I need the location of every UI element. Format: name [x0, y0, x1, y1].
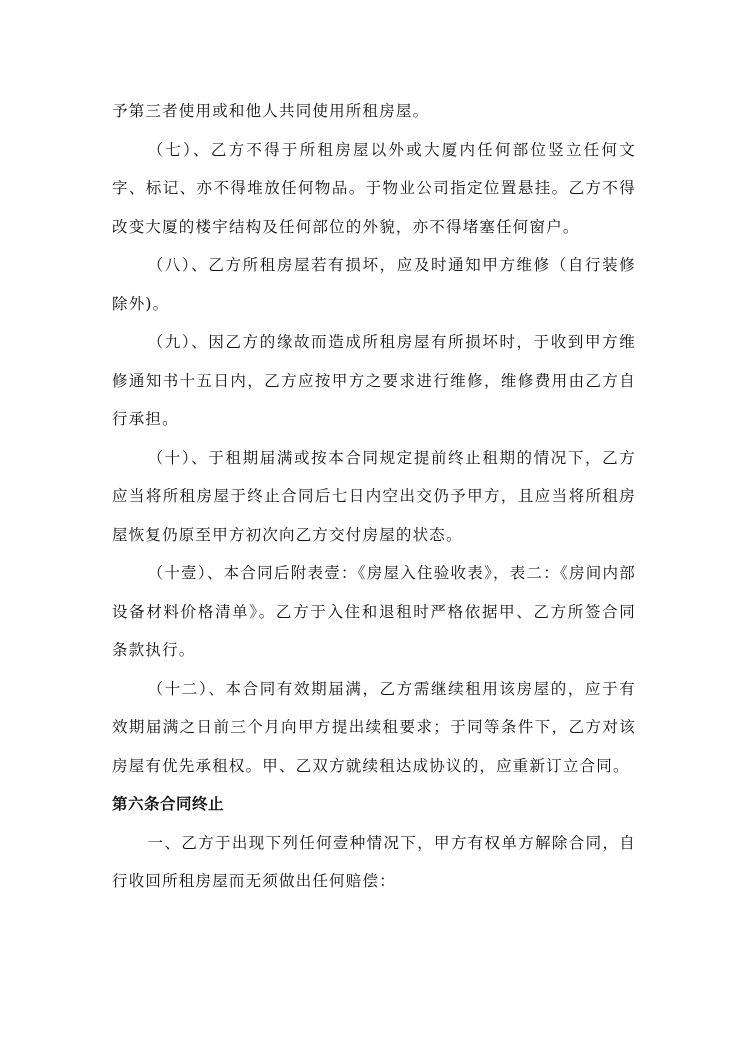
document-body: [112, 92, 636, 901]
paragraph-clause-8: （八）、乙方所租房屋若有损坏，应及时通知甲方维修（自行装修除外)。: [112, 256, 636, 313]
paragraph-clause-12: （十二）、本合同有效期届满，乙方需继续租用该房屋的，应于有效期届满之日前三个月向甲方提出续租要求；于同等条件下，乙方对该房屋有优先承租权。甲、乙双方就续租达成协议的，应重新订立合同。: [112, 679, 636, 775]
paragraph-clause-10: （十）、于租期届满或按本合同规定提前终止租期的情况下，乙方应当将所租房屋于终止合同后七日内空出交仍予甲方，且应当将所租房屋恢复仍原至甲方初次向乙方交付房屋的状态。: [112, 448, 636, 544]
paragraph-clause-7: （七）、乙方不得于所租房屋以外或大厦内任何部位竖立任何文字、标记、亦不得堆放任何物品。于物业公司指定位置悬挂。乙方不得改变大厦的楼宇结构及任何部位的外貌，亦不得堵塞任何窗户。: [112, 140, 636, 236]
paragraph-clause-11: （十壹）、本合同后附表壹：《房屋入住验收表》，表二：《房间内部设备材料价格清单》。乙方于入住和退租时严格依据甲、乙方所签合同条款执行。: [112, 564, 636, 659]
paragraph-termination-1: 一、乙方于出现下列任何壹种情况下，甲方有权单方解除合同，自行收回所租房屋而无须做出任何赔偿：: [112, 833, 636, 890]
paragraph-clause-9: （九）、因乙方的缘故而造成所租房屋有所损坏时，于收到甲方维修通知书十五日内，乙方应按甲方之要求进行维修，维修费用由乙方自行承担。: [112, 333, 636, 428]
paragraph-continuation: 予第三者使用或和他人共同使用所租房屋。: [112, 102, 430, 120]
section-heading: 第六条合同终止: [112, 795, 225, 813]
